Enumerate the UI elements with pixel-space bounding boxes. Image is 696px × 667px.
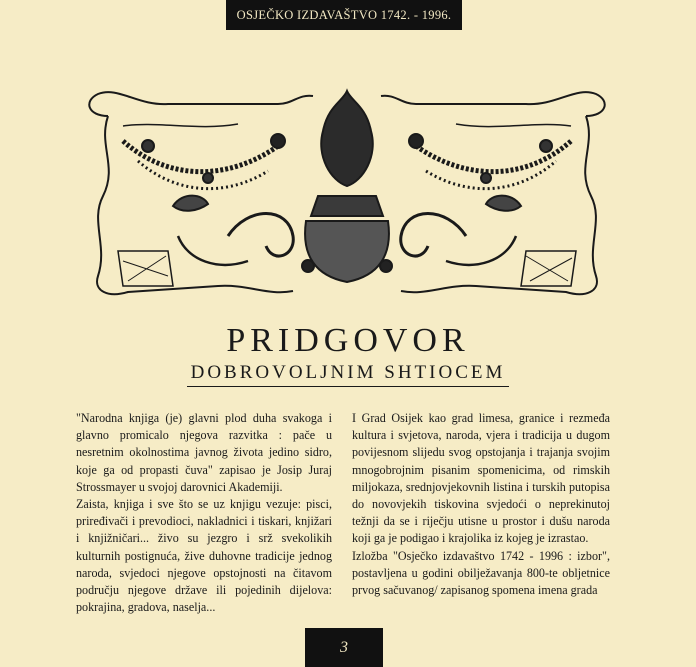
paragraph: Izložba "Osječko izdavaštvo 1742 - 1996 : izbor", postavljena u godini obilježavanja 800-te obljetnice prvog sačuvanog/ zapisanog spomena imena grada bbox=[352, 548, 610, 598]
paragraph: Zaista, knjiga i sve što se uz knjigu vezuje: pisci, priređivači i prevodioci, nakladnici i tiskari, knjižari i knjižničari... živo su jezgro i srž svekolikih kulturnih postignuća, žive duhovne tradicije jednog naroda, svjedoci njegove opstojnosti na čitavom području njegove države ili pojedinih dijelova: pokrajina, gradova, naselja... bbox=[76, 497, 332, 615]
right-column bbox=[352, 410, 610, 599]
paragraph: "Narodna knjiga (je) glavni plod duha svakoga i glavno promicalo njegova razvitka : pače u nesretnim okolnostima javnog života jedino sidro, koje ga od propasti čuva" zapisao je Josip Juraj Strossmayer u svojoj darovnici Akademiji. bbox=[76, 411, 332, 494]
page-subtitle bbox=[0, 362, 696, 384]
baroque-cartouche-ornament-icon bbox=[78, 86, 616, 302]
page-subtitle-text: DOBROVOLJNIM SHTIOCEM bbox=[187, 362, 510, 387]
page-number: 3 bbox=[305, 628, 383, 667]
left-column bbox=[76, 410, 332, 616]
page-title: PRIDGOVOR bbox=[226, 322, 470, 359]
paragraph: I Grad Osijek kao grad limesa, granice i rezmeđa kultura i svjetova, naroda, vjera i tradicija u dugom povijesnom slijedu svog opstojanja i trajanja svojim mnogobrojnim pisanim spomenicima, od rimskih miljokaza, srednjovjekovnih listina i turskih putopisa do novovjekih tiskovina svjedoći o neprekinutoj težnji da se i riječju utisne u prostor i dušu naroda koji ga je podigao i krajolika iz kojeg je izrastao. bbox=[352, 411, 610, 546]
running-header: OSJEČKO IZDAVAŠTVO 1742. - 1996. bbox=[226, 0, 462, 30]
